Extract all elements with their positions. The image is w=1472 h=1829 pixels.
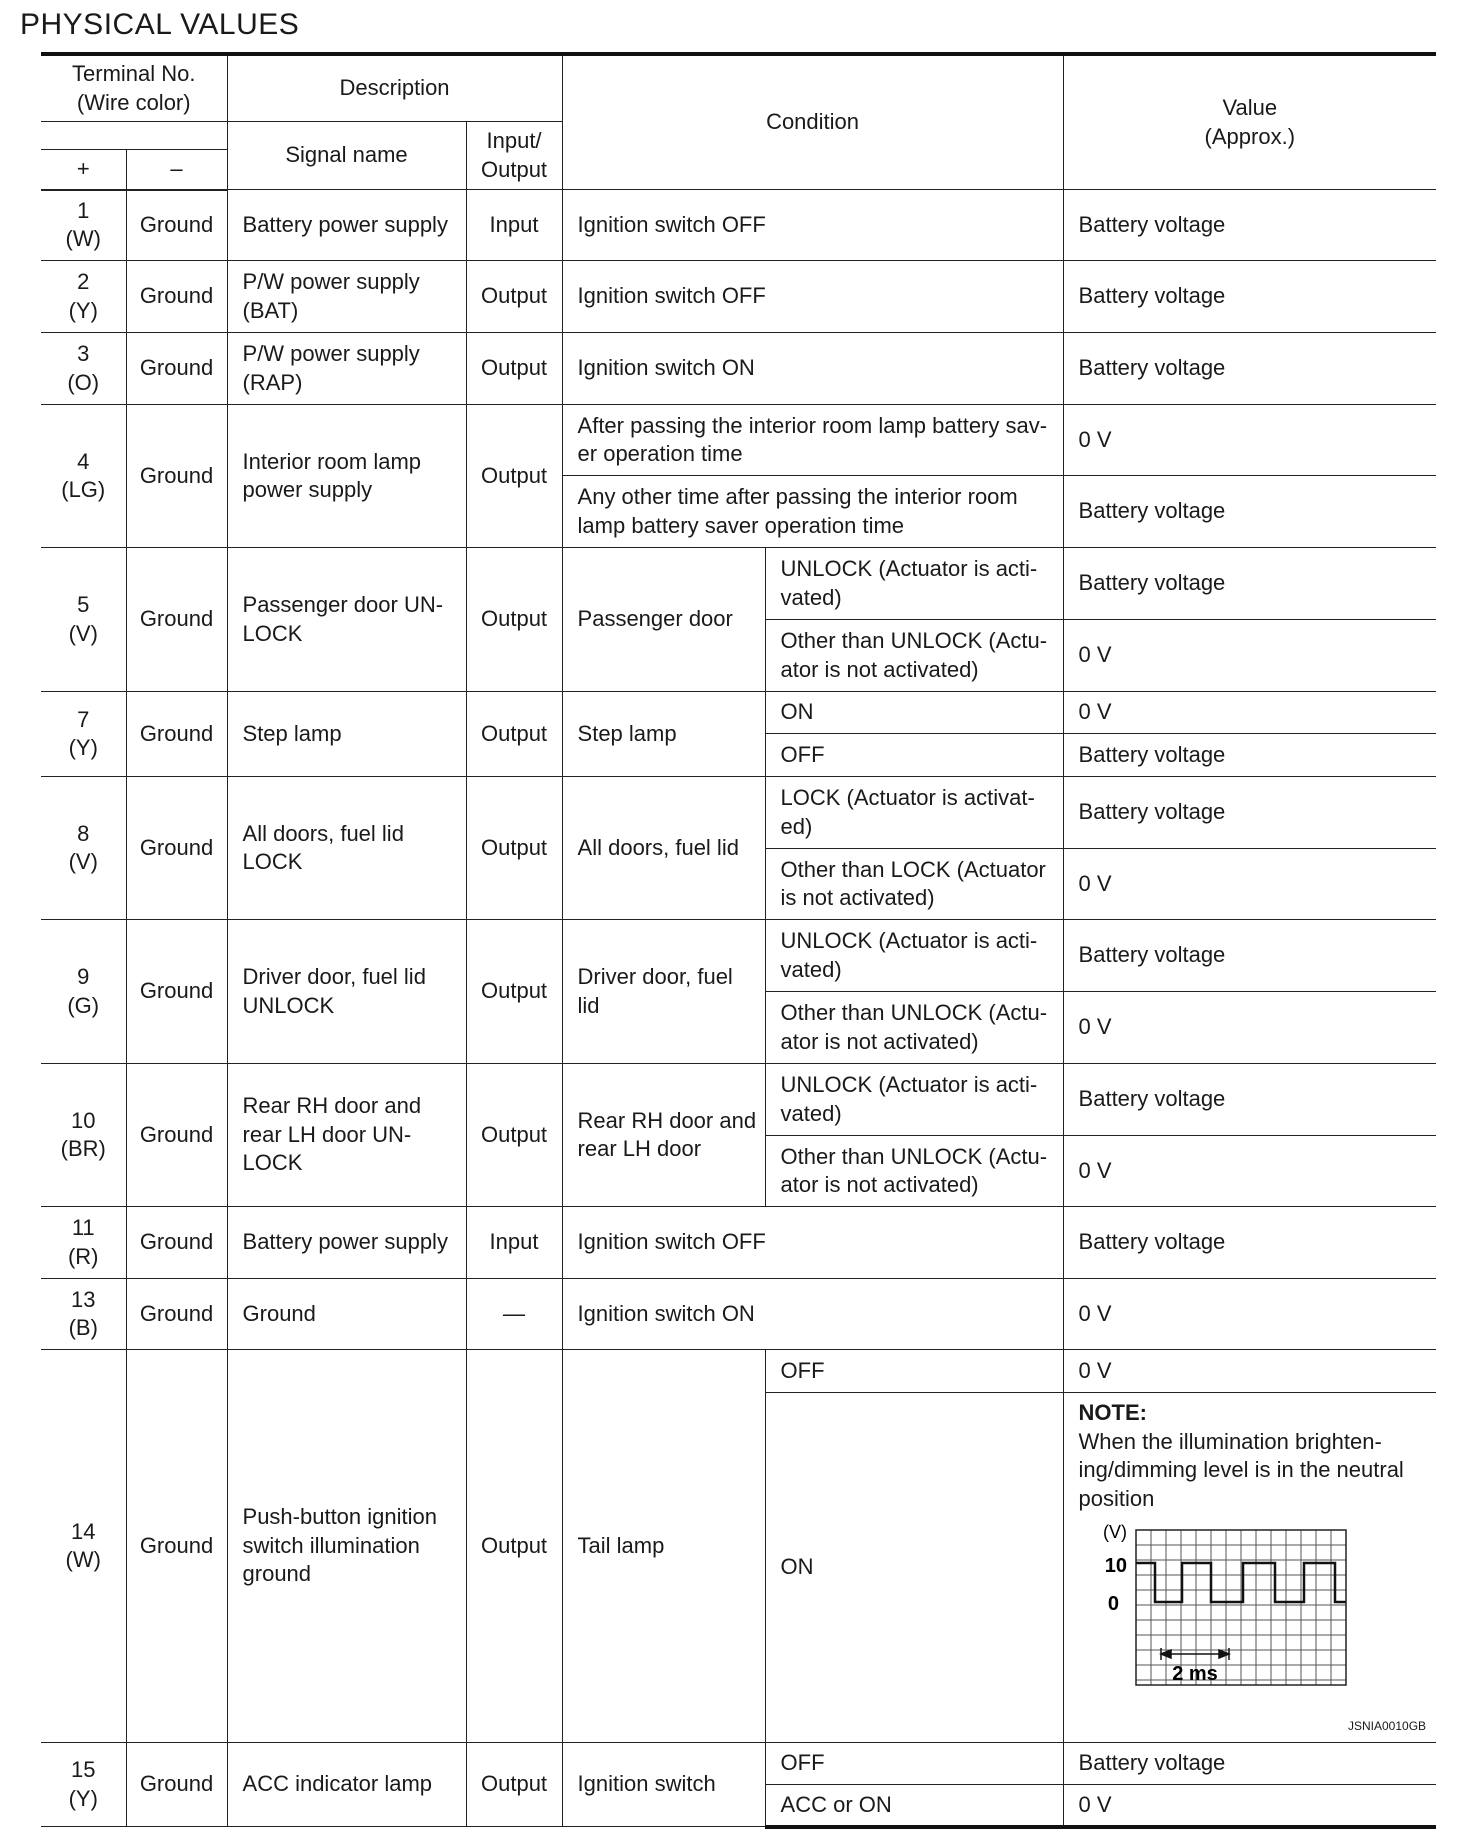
signal-cell: Rear RH door and rear LH door UN-LOCK <box>227 1064 466 1207</box>
note-text: When the illumination brighten-ing/dimming level is in the neutral position <box>1078 1428 1404 1511</box>
state-cell: ON <box>765 1393 1063 1743</box>
ground-cell: Ground <box>126 261 227 333</box>
value-cell: 0 V <box>1063 1785 1436 1827</box>
io-cell: Output <box>466 692 562 777</box>
io-cell: Output <box>466 333 562 405</box>
ground-cell: Ground <box>126 190 227 261</box>
condition-cell: Ignition switch OFF <box>562 261 1063 333</box>
io-cell: Output <box>466 777 562 920</box>
state-cell: Other than UNLOCK (Actu-ator is not activated) <box>765 620 1063 692</box>
terminal-cell: 13 (B) <box>41 1279 126 1350</box>
ground-cell: Ground <box>126 692 227 777</box>
terminal-cell: 15 (Y) <box>41 1743 126 1827</box>
state-cell: Other than UNLOCK (Actu-ator is not activated) <box>765 992 1063 1064</box>
ground-cell: Ground <box>126 405 227 548</box>
ground-cell: Ground <box>126 1207 227 1279</box>
state-cell: UNLOCK (Actuator is acti-vated) <box>765 920 1063 992</box>
condition-header: Condition <box>562 54 1063 190</box>
waveform-figure <box>1079 1520 1431 1718</box>
signal-name-header: Signal name <box>227 122 466 190</box>
ground-cell: Ground <box>126 777 227 920</box>
ground-cell: Ground <box>126 920 227 1064</box>
condition-cell: Ignition switch <box>562 1743 765 1827</box>
value-cell: Battery voltage <box>1063 1064 1436 1136</box>
value-cell: 0 V <box>1063 1136 1436 1207</box>
table-row <box>41 548 1436 620</box>
condition-cell: After passing the interior room lamp battery sav-er operation time <box>562 405 1063 476</box>
value-cell: Battery voltage <box>1063 261 1436 333</box>
signal-cell: Push-button ignition switch illumination ground <box>227 1350 466 1743</box>
condition-cell: Tail lamp <box>562 1350 765 1743</box>
wave-period-label: 2 ms <box>1171 1662 1218 1685</box>
state-cell: ACC or ON <box>765 1785 1063 1827</box>
signal-cell: Passenger door UN-LOCK <box>227 548 466 692</box>
condition-cell: All doors, fuel lid <box>562 777 765 920</box>
signal-cell: Interior room lamp power supply <box>227 405 466 548</box>
condition-cell: Ignition switch ON <box>562 1279 1063 1350</box>
page-title: PHYSICAL VALUES <box>20 8 300 41</box>
description-header: Description <box>227 54 562 122</box>
wave-y-unit: (V) <box>1102 1521 1127 1542</box>
signal-cell: Battery power supply <box>227 190 466 261</box>
io-cell: Output <box>466 405 562 548</box>
io-cell: Output <box>466 1350 562 1743</box>
state-cell: LOCK (Actuator is activat-ed) <box>765 777 1063 849</box>
value-header: Value (Approx.) <box>1063 54 1436 190</box>
terminal-cell: 4 (LG) <box>41 405 126 548</box>
terminal-header-spacer <box>41 122 227 150</box>
value-cell: 0 V <box>1063 692 1436 734</box>
value-cell: 0 V <box>1063 1350 1436 1393</box>
terminal-cell: 11 (R) <box>41 1207 126 1279</box>
io-cell: Input <box>466 1207 562 1279</box>
signal-cell: Ground <box>227 1279 466 1350</box>
value-cell: 0 V <box>1063 992 1436 1064</box>
condition-cell: Driver door, fuel lid <box>562 920 765 1064</box>
condition-cell: Rear RH door and rear LH door <box>562 1064 765 1207</box>
note-title: NOTE: <box>1078 1400 1147 1426</box>
condition-cell: Ignition switch OFF <box>562 1207 1063 1279</box>
value-cell: 0 V <box>1063 1279 1436 1350</box>
io-cell: Output <box>466 548 562 692</box>
ground-cell: Ground <box>126 333 227 405</box>
state-cell: ON <box>765 692 1063 734</box>
terminal-cell: 1 (W) <box>41 190 126 261</box>
table-row <box>41 777 1436 849</box>
value-cell: Battery voltage <box>1063 1207 1436 1279</box>
signal-cell: All doors, fuel lid LOCK <box>227 777 466 920</box>
terminal-cell: 2 (Y) <box>41 261 126 333</box>
value-cell: Battery voltage <box>1063 476 1436 548</box>
ground-cell: Ground <box>126 1350 227 1743</box>
io-cell: Output <box>466 1064 562 1207</box>
value-cell: Battery voltage <box>1063 734 1436 777</box>
condition-cell: Ignition switch ON <box>562 333 1063 405</box>
ground-cell: Ground <box>126 1064 227 1207</box>
value-cell: Battery voltage <box>1063 920 1436 992</box>
table-row <box>41 1350 1436 1393</box>
minus-header: – <box>126 150 227 190</box>
ground-cell: Ground <box>126 548 227 692</box>
terminal-cell: 8 (V) <box>41 777 126 920</box>
table-row <box>41 1743 1436 1785</box>
terminal-cell: 3 (O) <box>41 333 126 405</box>
table-row <box>41 261 1436 333</box>
signal-cell: Driver door, fuel lid UNLOCK <box>227 920 466 1064</box>
state-cell: Other than LOCK (Actuator is not activated) <box>765 849 1063 920</box>
terminal-cell: 14 (W) <box>41 1350 126 1743</box>
state-cell: UNLOCK (Actuator is acti-vated) <box>765 1064 1063 1136</box>
value-cell: Battery voltage <box>1063 548 1436 620</box>
condition-cell: Step lamp <box>562 692 765 777</box>
note-cell <box>1063 1393 1436 1743</box>
table-row <box>41 333 1436 405</box>
plus-header: + <box>41 150 126 190</box>
value-cell: 0 V <box>1063 849 1436 920</box>
table-row <box>41 1207 1436 1279</box>
terminal-cell: 10 (BR) <box>41 1064 126 1207</box>
terminal-cell: 9 (G) <box>41 920 126 1064</box>
terminal-cell: 7 (Y) <box>41 692 126 777</box>
terminal-header: Terminal No. (Wire color) <box>41 54 227 122</box>
wave-y-high: 10 <box>1104 1554 1127 1577</box>
table-row <box>41 692 1436 734</box>
io-cell: Output <box>466 920 562 1064</box>
signal-cell: Battery power supply <box>227 1207 466 1279</box>
io-cell: Input <box>466 190 562 261</box>
signal-cell: P/W power supply (RAP) <box>227 333 466 405</box>
value-cell: 0 V <box>1063 405 1436 476</box>
value-cell: Battery voltage <box>1063 777 1436 849</box>
value-cell: Battery voltage <box>1063 1743 1436 1785</box>
table-row <box>41 1064 1436 1136</box>
physical-values-table <box>41 52 1436 1829</box>
io-cell: — <box>466 1279 562 1350</box>
io-cell: Output <box>466 1743 562 1827</box>
figure-code: JSNIA0010GB <box>1348 1719 1427 1734</box>
terminal-cell: 5 (V) <box>41 548 126 692</box>
table-row <box>41 920 1436 992</box>
signal-cell: Step lamp <box>227 692 466 777</box>
signal-cell: P/W power supply (BAT) <box>227 261 466 333</box>
condition-cell: Any other time after passing the interior room lamp battery saver operation time <box>562 476 1063 548</box>
condition-cell: Passenger door <box>562 548 765 692</box>
state-cell: UNLOCK (Actuator is acti-vated) <box>765 548 1063 620</box>
wave-y-low: 0 <box>1107 1592 1119 1615</box>
state-cell: OFF <box>765 1743 1063 1785</box>
state-cell: OFF <box>765 1350 1063 1393</box>
io-cell: Output <box>466 261 562 333</box>
signal-cell: ACC indicator lamp <box>227 1743 466 1827</box>
state-cell: Other than UNLOCK (Actu-ator is not activated) <box>765 1136 1063 1207</box>
value-cell: Battery voltage <box>1063 190 1436 261</box>
ground-cell: Ground <box>126 1279 227 1350</box>
table-row <box>41 1279 1436 1350</box>
state-cell: OFF <box>765 734 1063 777</box>
ground-cell: Ground <box>126 1743 227 1827</box>
value-cell: Battery voltage <box>1063 333 1436 405</box>
value-cell: 0 V <box>1063 620 1436 692</box>
input-output-header: Input/ Output <box>466 122 562 190</box>
table-row <box>41 190 1436 261</box>
condition-cell: Ignition switch OFF <box>562 190 1063 261</box>
table-row <box>41 405 1436 476</box>
